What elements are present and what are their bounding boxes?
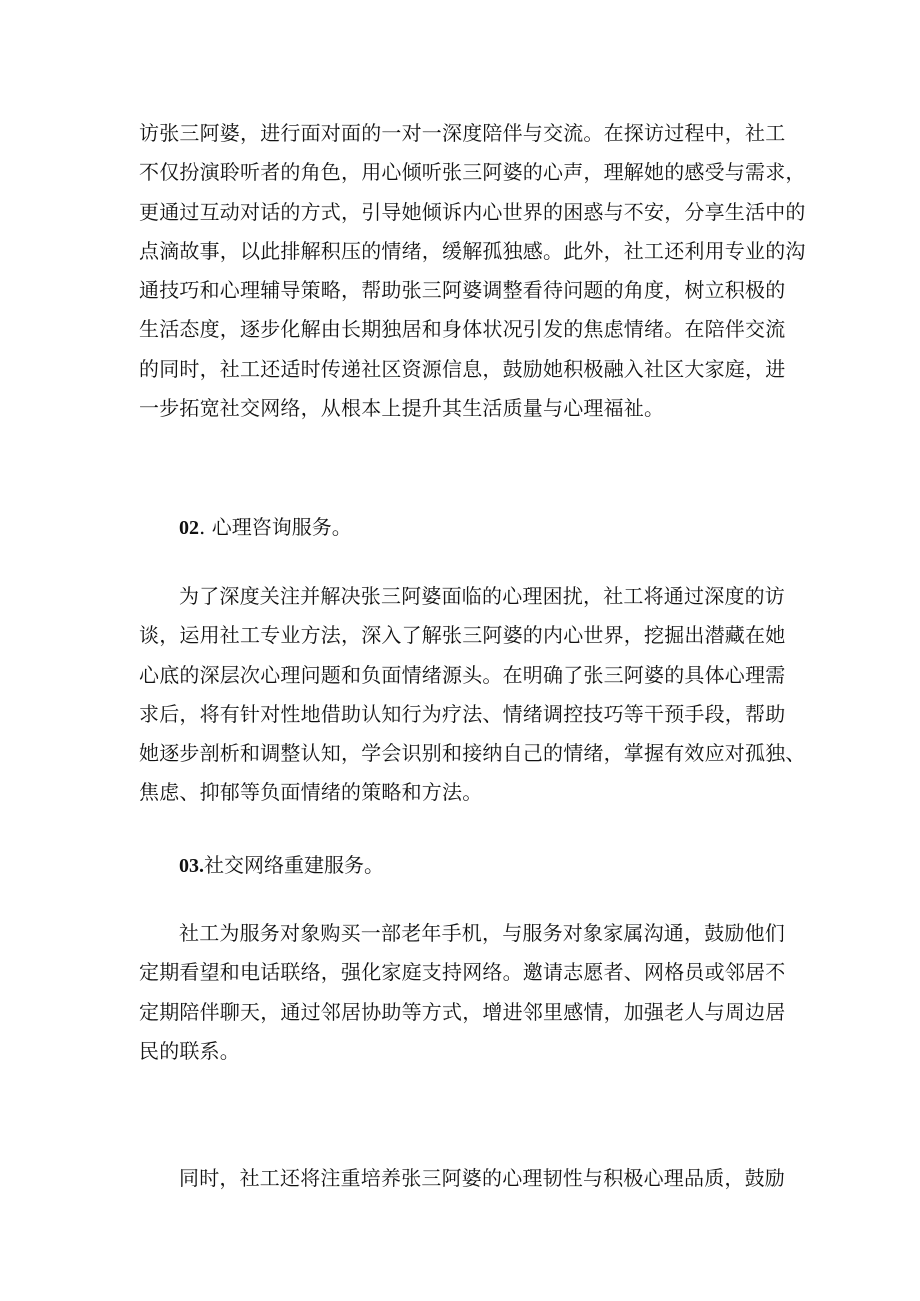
- paragraph-line: 定期陪伴聊天，通过邻居协助等方式，增进邻里感情，加强老人与周边居: [139, 999, 786, 1024]
- paragraph-line: 同时，社工还将注重培养张三阿婆的心理韧性与积极心理品质，鼓励: [179, 1166, 785, 1190]
- paragraph-line: 为了深度关注并解决张三阿婆面临的心理困扰，社工将通过深度的访: [179, 584, 785, 608]
- paragraph-line: 通技巧和心理辅导策略，帮助张三阿婆调整看待问题的角度，树立积极的: [139, 278, 786, 303]
- section-title: . 心理咨询服务。: [199, 515, 352, 539]
- paragraph-line: 民的联系。: [139, 1038, 240, 1063]
- section-heading-social-network: [179, 850, 384, 881]
- paragraph-line: 心底的深层次心理问题和负面情绪源头。在明确了张三阿婆的具体心理需: [139, 662, 786, 687]
- paragraph-line: 访张三阿婆，进行面对面的一对一深度陪伴与交流。在探访过程中，社工: [139, 121, 786, 145]
- section-number: 02: [179, 517, 199, 539]
- paragraph-line: 定期看望和电话联络，强化家庭支持网络。邀请志愿者、网格员或邻居不: [139, 960, 786, 985]
- paragraph-line: 不仅扮演聆听者的角色，用心倾听张三阿婆的心声，理解她的感受与需求，: [139, 160, 806, 185]
- paragraph-social-network: [139, 914, 789, 1071]
- paragraph-line: 焦虑、抑郁等负面情绪的策略和方法。: [139, 780, 483, 805]
- paragraph-line: 她逐步剖析和调整认知，学会识别和接纳自己的情绪，掌握有效应对孤独、: [139, 741, 806, 766]
- paragraph-line: 社工为服务对象购买一部老年手机，与服务对象家属沟通，鼓励他们: [179, 921, 785, 945]
- section-title: 社交网络重建服务。: [204, 853, 384, 877]
- paragraph-line: 谈，运用社工专业方法，深入了解张三阿婆的内心世界，挖掘出潜藏在她: [139, 623, 786, 648]
- paragraph-line: 一步拓宽社交网络，从根本上提升其生活质量与心理福祉。: [139, 396, 665, 421]
- paragraph-home-visit: [139, 114, 806, 428]
- paragraph-line: 点滴故事，以此排解积压的情绪，缓解孤独感。此外，社工还利用专业的沟: [139, 238, 806, 263]
- section-number: 03.: [179, 855, 204, 877]
- paragraph-line: 的同时，社工还适时传递社区资源信息，鼓励她积极融入社区大家庭，进: [139, 356, 786, 381]
- paragraph-line: 求后，将有针对性地借助认知行为疗法、情绪调控技巧等干预手段，帮助: [139, 701, 786, 726]
- paragraph-resilience: [139, 1159, 789, 1198]
- paragraph-line: 更通过互动对话的方式，引导她倾诉内心世界的困惑与不安，分享生活中的: [139, 199, 806, 224]
- paragraph-psych-counseling: [139, 577, 806, 813]
- section-heading-psych-counseling: [179, 512, 352, 543]
- paragraph-line: 生活态度，逐步化解由长期独居和身体状况引发的焦虑情绪。在陪伴交流: [139, 317, 786, 342]
